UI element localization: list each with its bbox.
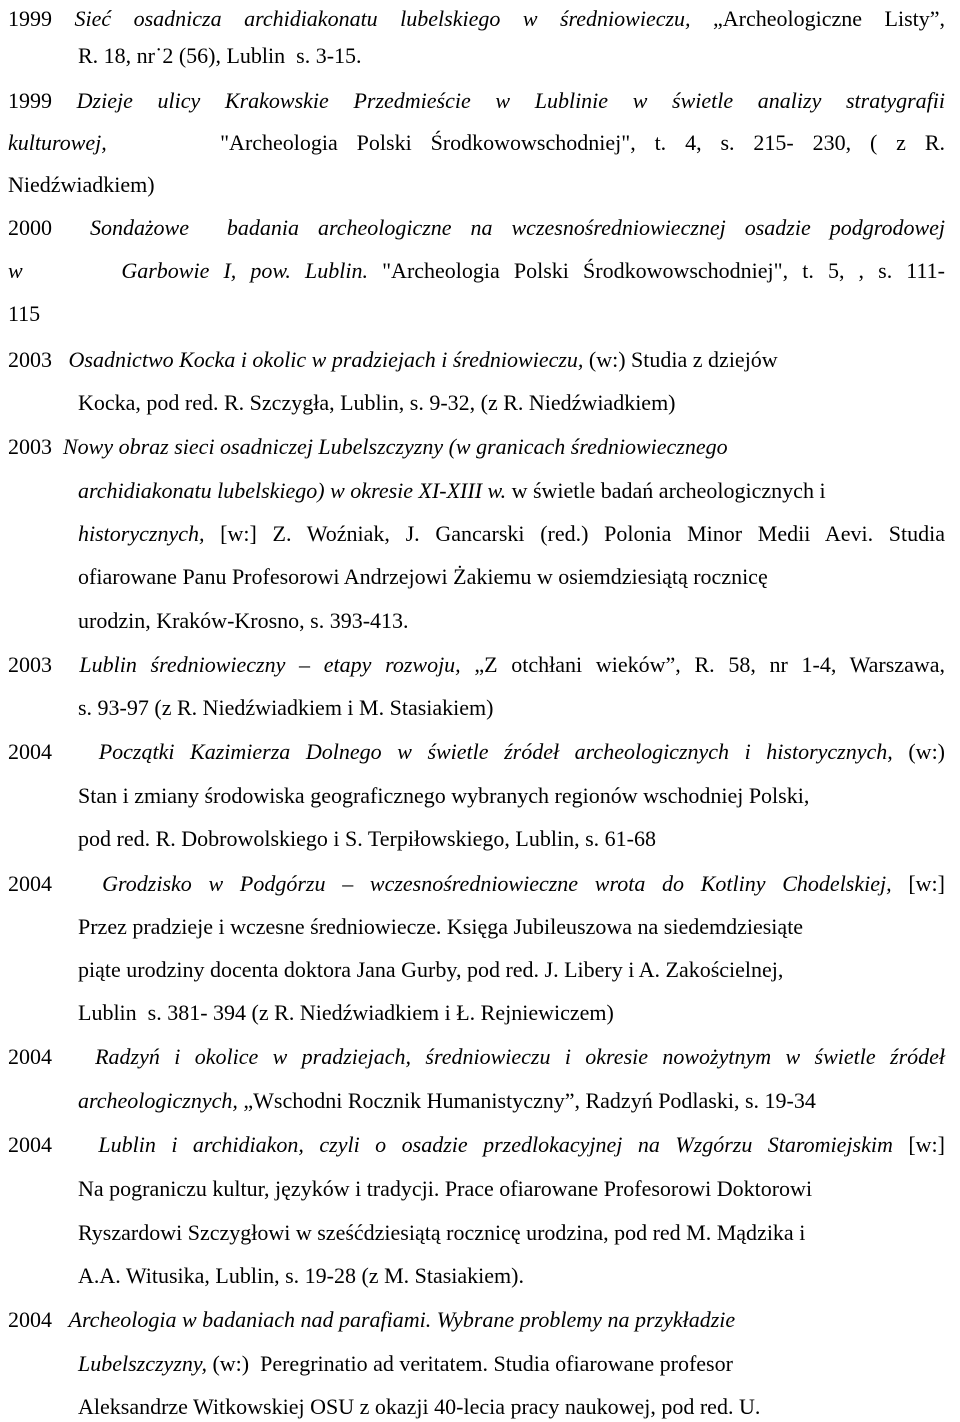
citation-text: „Archeologiczne Listy”, (713, 6, 946, 31)
entry-11-line-3 (78, 1392, 945, 1422)
entry-5-line-1 (8, 432, 945, 462)
italic-title-text: w Garbowie I, pow. Lublin. (8, 258, 368, 283)
citation-text: „Z otchłani wieków”, R. 58, nr 1-4, Warszawa, (460, 652, 945, 677)
citation-text: 2003 (8, 434, 63, 459)
entry-10-line-1 (8, 1130, 945, 1160)
citation-text: [w:] (892, 1132, 945, 1157)
citation-text: 2004 (8, 739, 99, 764)
entry-4-line-1 (8, 345, 945, 375)
citation-text: Kocka, pod red. R. Szczygła, Lublin, s. 9-32, (z R. Niedźwiadkiem) (78, 390, 676, 415)
citation-text: Aleksandrze Witkowskiej OSU z okazji 40-lecia pracy naukowej, pod red. U. (78, 1394, 761, 1419)
entry-2-line-2 (8, 128, 945, 158)
citation-text: w świetle badań archeologicznych i (506, 478, 826, 503)
citation-text: 115 (8, 301, 41, 326)
italic-title-text: Nowy obraz sieci osadniczej Lubelszczyzny (w granicach średniowiecznego (63, 434, 728, 459)
entry-8-line-3 (78, 955, 945, 985)
entry-9-line-2 (78, 1086, 945, 1116)
entry-7-line-2 (78, 781, 945, 811)
entry-5-line-2 (78, 476, 945, 506)
italic-title-text: Lublin średniowieczny – etapy rozwoju, (79, 652, 461, 677)
citation-text: 2004 (8, 871, 103, 896)
entry-7-line-3 (78, 824, 945, 854)
citation-text: A.A. Witusika, Lublin, s. 19-28 (z M. Stasiakiem). (78, 1263, 524, 1288)
citation-text: 2003 (8, 347, 69, 372)
entry-11-line-1 (8, 1305, 945, 1335)
entry-1-line-2 (78, 41, 945, 71)
italic-title-text: archeologicznych, (78, 1088, 238, 1113)
citation-text: s. 93-97 (z R. Niedźwiadkiem i M. Stasiakiem) (78, 695, 494, 720)
citation-text: [w:] Z. Woźniak, J. Gancarski (red.) Polonia Minor Medii Aevi. Studia (204, 521, 945, 546)
citation-text: [w:] (891, 871, 945, 896)
entry-6-line-2 (78, 693, 945, 723)
citation-text: 2004 (8, 1044, 96, 1069)
citation-text: 2000 (8, 215, 90, 240)
citation-text: 2004 (8, 1307, 69, 1332)
entry-10-line-3 (78, 1218, 945, 1248)
citation-text: 1999 (8, 88, 77, 113)
citation-text: „Wschodni Rocznik Humanistyczny”, Radzyń Podlaski, s. 19-34 (237, 1088, 816, 1113)
italic-title-text: Grodzisko w Podgórzu – wczesnośredniowieczne wrota do Kotliny Chodelskiej, (102, 871, 892, 896)
entry-3-line-2 (8, 256, 945, 286)
italic-title-text: archidiakonatu lubelskiego) w okresie XI-XIII w. (78, 478, 507, 503)
entry-11-line-2 (78, 1349, 945, 1379)
citation-text: Ryszardowi Szczygłowi w sześćdziesiątą rocznicę urodzina, pod red M. Mądzika i (78, 1220, 806, 1245)
citation-text: Na pograniczu kultur, języków i tradycji. Prace ofiarowane Profesorowi Doktorowi (78, 1176, 813, 1201)
citation-text: 2004 (8, 1132, 99, 1157)
entry-8-line-1 (8, 869, 945, 899)
citation-text: (w:) Studia z dziejów (583, 347, 778, 372)
entry-6-line-1 (8, 650, 945, 680)
entry-9-line-1 (8, 1042, 945, 1072)
entry-10-line-4 (78, 1261, 945, 1291)
entry-1-line-1 (8, 4, 945, 34)
entry-10-line-2 (78, 1174, 945, 1204)
citation-text: (w:) (892, 739, 946, 764)
italic-title-text: Radzyń i okolice w pradziejach, średniowieczu i okresie nowożytnym w świetle źródeł (95, 1044, 946, 1069)
citation-text: pod red. R. Dobrowolskiego i S. Terpiłowskiego, Lublin, s. 61-68 (78, 826, 656, 851)
italic-title-text: Sieć osadnicza archidiakonatu lubelskiego w średniowieczu, (74, 6, 714, 31)
citation-text: piąte urodziny docenta doktora Jana Gurby, pod red. J. Libery i A. Zakościelnej, (78, 957, 784, 982)
citation-text: "Archeologia Polski Środkowowschodniej", t. 4, s. 215- 230, ( z R. (106, 130, 945, 155)
citation-text: Stan i zmiany środowiska geograficznego wybranych regionów wschodniej Polski, (78, 783, 810, 808)
citation-text: "Archeologia Polski Środkowowschodniej", t. 5, , s. 111- (367, 258, 945, 283)
citation-text: ofiarowane Panu Profesorowi Andrzejowi Żakiemu w osiemdziesiątą rocznicę (78, 564, 768, 589)
citation-text: Przez pradzieje i wczesne średniowiecze. Księga Jubileuszowa na siedemdziesiąte (78, 914, 804, 939)
citation-text: 2003 (8, 652, 80, 677)
italic-title-text: Początki Kazimierza Dolnego w świetle źródeł archeologicznych i historycznych, (98, 739, 893, 764)
italic-title-text: Dzieje ulicy Krakowskie Przedmieście w Lublinie w świetle analizy stratygrafii (76, 88, 945, 113)
italic-title-text: Sondażowe badania archeologiczne na wczesnośredniowiecznej osadzie podgrodowej (89, 215, 946, 240)
citation-text: urodzin, Kraków-Krosno, s. 393-413. (78, 608, 409, 633)
citation-text: R. 18, nr˙2 (56), Lublin s. 3-15. (78, 43, 362, 68)
italic-title-text: kulturowej, (8, 130, 107, 155)
entry-2-line-1 (8, 86, 945, 116)
citation-text: (w:) Peregrinatio ad veritatem. Studia ofiarowane profesor (206, 1351, 733, 1376)
entry-4-line-2 (78, 388, 945, 418)
entry-8-line-4 (78, 998, 945, 1028)
italic-title-text: Lubelszczyzny, (78, 1351, 207, 1376)
entry-5-line-4 (78, 562, 945, 592)
citation-text: Lublin s. 381- 394 (z R. Niedźwiadkiem i Ł. Rejniewiczem) (78, 1000, 614, 1025)
italic-title-text: historycznych, (78, 521, 205, 546)
entry-5-line-3 (78, 519, 945, 549)
entry-8-line-2 (78, 912, 945, 942)
italic-title-text: Osadnictwo Kocka i okolic w pradziejach i średniowieczu, (68, 347, 584, 372)
citation-text: Niedźwiadkiem) (8, 172, 155, 197)
entry-3-line-1 (8, 213, 945, 243)
entry-5-line-5 (78, 606, 945, 636)
italic-title-text: Lublin i archidiakon, czyli o osadzie przedlokacyjnej na Wzgórzu Staromiejskim (98, 1132, 893, 1157)
citation-text: 1999 (8, 6, 75, 31)
entry-3-line-3 (8, 299, 945, 329)
entry-7-line-1 (8, 737, 945, 767)
entry-2-line-3 (8, 170, 945, 200)
italic-title-text: Archeologia w badaniach nad parafiami. Wybrane problemy na przykładzie (68, 1307, 736, 1332)
